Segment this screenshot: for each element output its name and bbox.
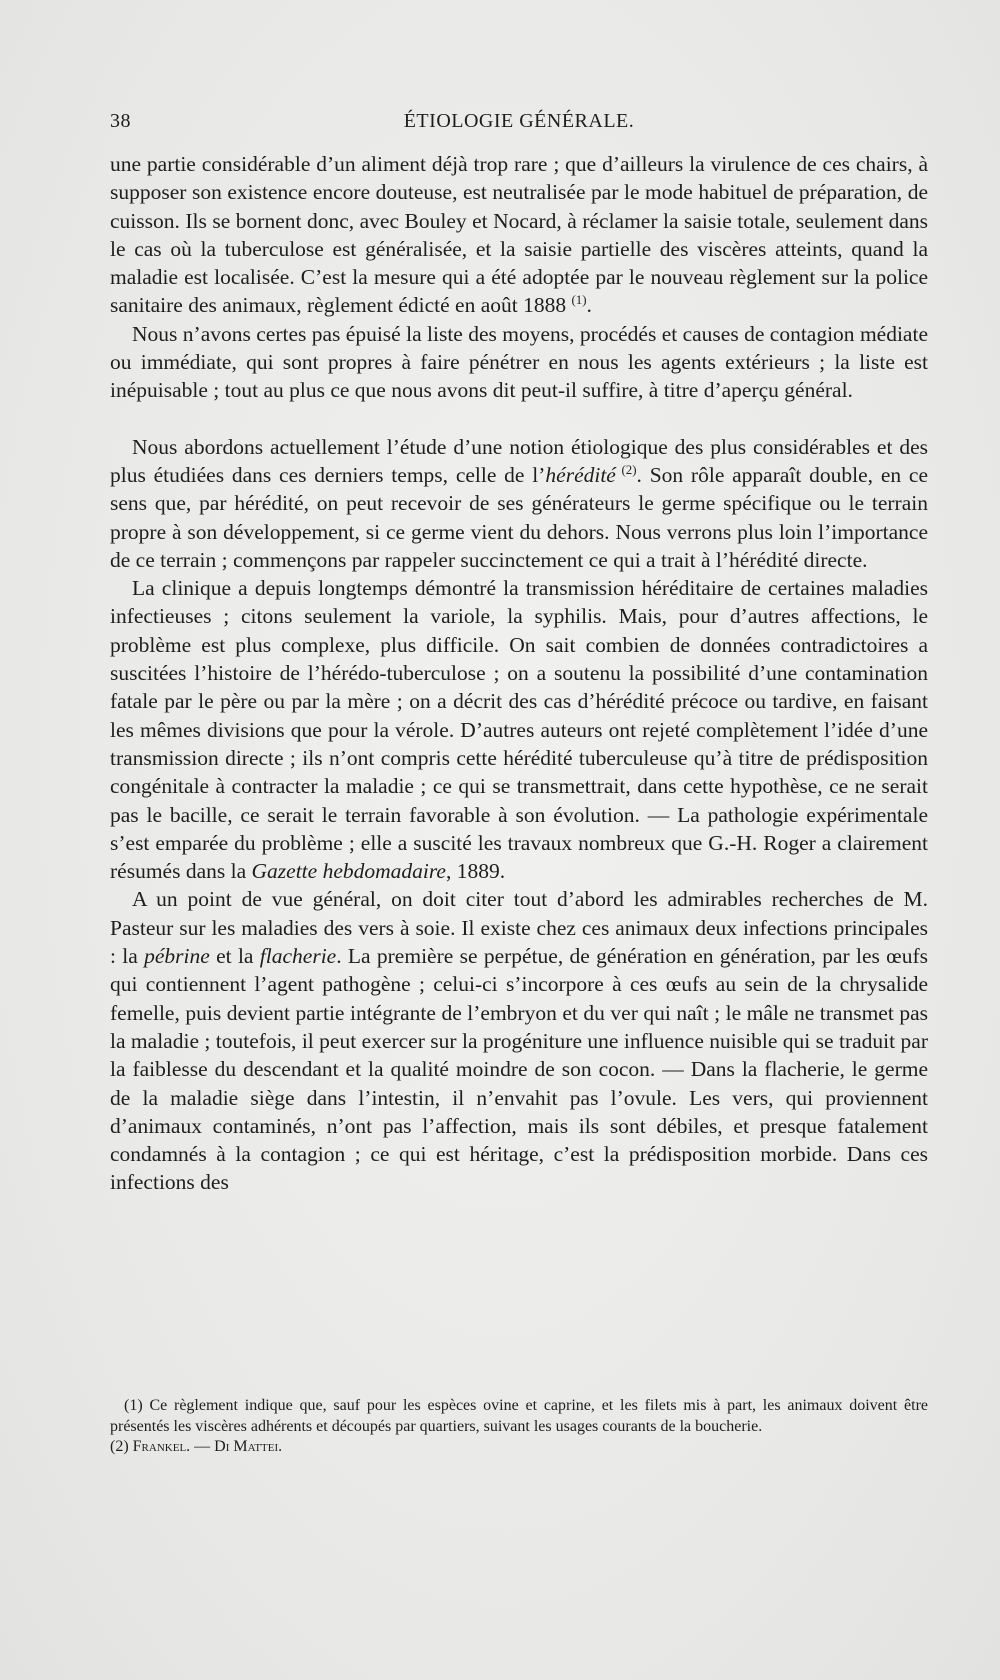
footnote-1	[110, 1396, 928, 1437]
footnote-2-sep: . —	[186, 1438, 215, 1455]
paragraph-4-text-a: La clinique a depuis longtemps démontré la transmission héréditaire de certaines maladies infectieuses ; citons seulement la variole, la syphilis. Mais, pour d’autres affections, le problème est plus complexe, plus difficile. On sait combien de données contradictoires a suscitées l’histoire de l’hérédo-tuberculose ; on a soutenu la possibilité d’une contamination fatale par le père ou par la mère ; on a décrit des cas d’hérédité précoce ou tardive, en faisant les mêmes divisions que pour la vérole. D’autres auteurs ont rejeté complètement l’idée d’une transmission directe ; ils n’ont compris cette hérédité tuberculeuse qu’à titre de prédisposition congénitale à contracter la maladie ; ce qui se transmettrait, dans cette hypothèse, ce ne serait pas le bacille, ce serait le terrain favorable à son évolution. — La pathologie expérimentale s’est emparée du problème ; elle a suscité les travaux nombreux que G.-H. Roger a clairement résumés dans la	[110, 576, 928, 884]
footnote-2	[110, 1437, 928, 1458]
running-head: ÉTIOLOGIE GÉNÉRALE.	[403, 110, 635, 132]
footnote-ref-2: (2)	[615, 462, 637, 477]
paragraph-4	[110, 574, 928, 885]
paragraph-5	[110, 885, 928, 1196]
page-header	[110, 110, 928, 140]
footnote-2-end: .	[278, 1438, 283, 1455]
flacherie-term: flacherie	[259, 944, 337, 969]
footnote-ref-1: (1)	[571, 293, 587, 308]
paragraph-2: Nous n’avons certes pas épuisé la liste des moyens, procédés et causes de contagion médiate ou immédiate, qui sont propres à faire pénétrer en nous les agents extérieurs ; la liste est inépuisable ; tout au plus ce que nous avons dit peut-il suffire, à titre d’aperçu général.	[110, 321, 928, 403]
heredite-term: hérédité	[545, 462, 616, 487]
gazette-title: Gazette hebdomadaire	[251, 859, 446, 884]
author-di-mattei: Di Mattei	[214, 1438, 279, 1455]
paragraph-5-mid: et la	[209, 944, 260, 969]
author-frankel: Frankel	[132, 1438, 187, 1455]
paragraph-4-text-b: , 1889.	[445, 859, 506, 884]
paragraph-1	[110, 150, 928, 320]
footnote-2-mark: (2)	[110, 1438, 129, 1455]
paragraph-1-end: .	[586, 293, 592, 318]
paragraph-3-text-a: Nous abordons actuellement l’étude d’une notion étiologique des plus considérables et des plus étudiées dans ces derniers temps, celle de l’	[110, 434, 928, 487]
footnotes	[110, 1396, 928, 1458]
paragraph-5-text-a: A un point de vue général, on doit citer tout d’abord les admirables recherches de M. Pasteur sur les maladies des vers à soie. Il existe chez ces animaux deux infections principales : la	[110, 887, 928, 969]
pebrine-term: pébrine	[144, 944, 210, 969]
paragraph-1-text: une partie considérable d’un aliment déjà trop rare ; que d’ailleurs la virulence de ces chairs, à supposer son existence encore douteuse, est neutralisée par le mode habituel de préparation, de cuisson. Ils se bornent donc, avec Bouley et Nocard, à réclamer la saisie totale, seulement dans le cas où la tuberculose est généralisée, et la saisie partielle des viscères atteints, quand la maladie est localisée. C’est la mesure qui a été adoptée par le nouveau règlement sur la police sanitaire des animaux, règlement édicté en août 1888	[110, 152, 928, 318]
footnote-1-text: Ce règlement indique que, sauf pour les espèces ovine et caprine, et les filets mis à part, les animaux doivent être présentés les viscères adhérents et découpés par quartiers, suivant les usages courants de la boucherie.	[110, 1397, 928, 1435]
body-text	[110, 150, 928, 1197]
paragraph-gap	[110, 405, 928, 433]
page-number: 38	[110, 110, 131, 132]
paragraph-3-text-b: . Son rôle apparaît double, en ce sens que, par hérédité, on peut recevoir de ses générateurs le germe spécifique ou le terrain propre à son développement, si ce germe vient du dehors. Nous verrons plus loin l’importance de ce terrain ; commençons par rappeler succinctement ce qui a trait à l’hérédité directe.	[110, 462, 928, 572]
paragraph-3	[110, 433, 928, 574]
footnote-1-mark: (1)	[124, 1397, 143, 1414]
paragraph-5-text-b: . La première se perpétue, de génération en génération, par les œufs qui contiennent l’agent pathogène ; celui-ci s’incorpore à ces œufs au sein de la chrysalide femelle, puis devient partie intégrante de l’embryon et du ver qui naît ; le mâle ne transmet pas la maladie ; toutefois, il peut exercer sur la progéniture une influence nuisible qui se traduit par la faiblesse du descendant et la qualité moindre de son cocon. — Dans la flacherie, le germe de la maladie siège dans l’intestin, il n’envahit pas l’ovule. Les vers, qui proviennent d’animaux contaminés, n’ont pas l’affection, mais ils sont débiles, et presque fatalement condamnés à la contagion ; ce qui est héritage, c’est la prédisposition morbide. Dans ces infections des	[110, 944, 928, 1195]
